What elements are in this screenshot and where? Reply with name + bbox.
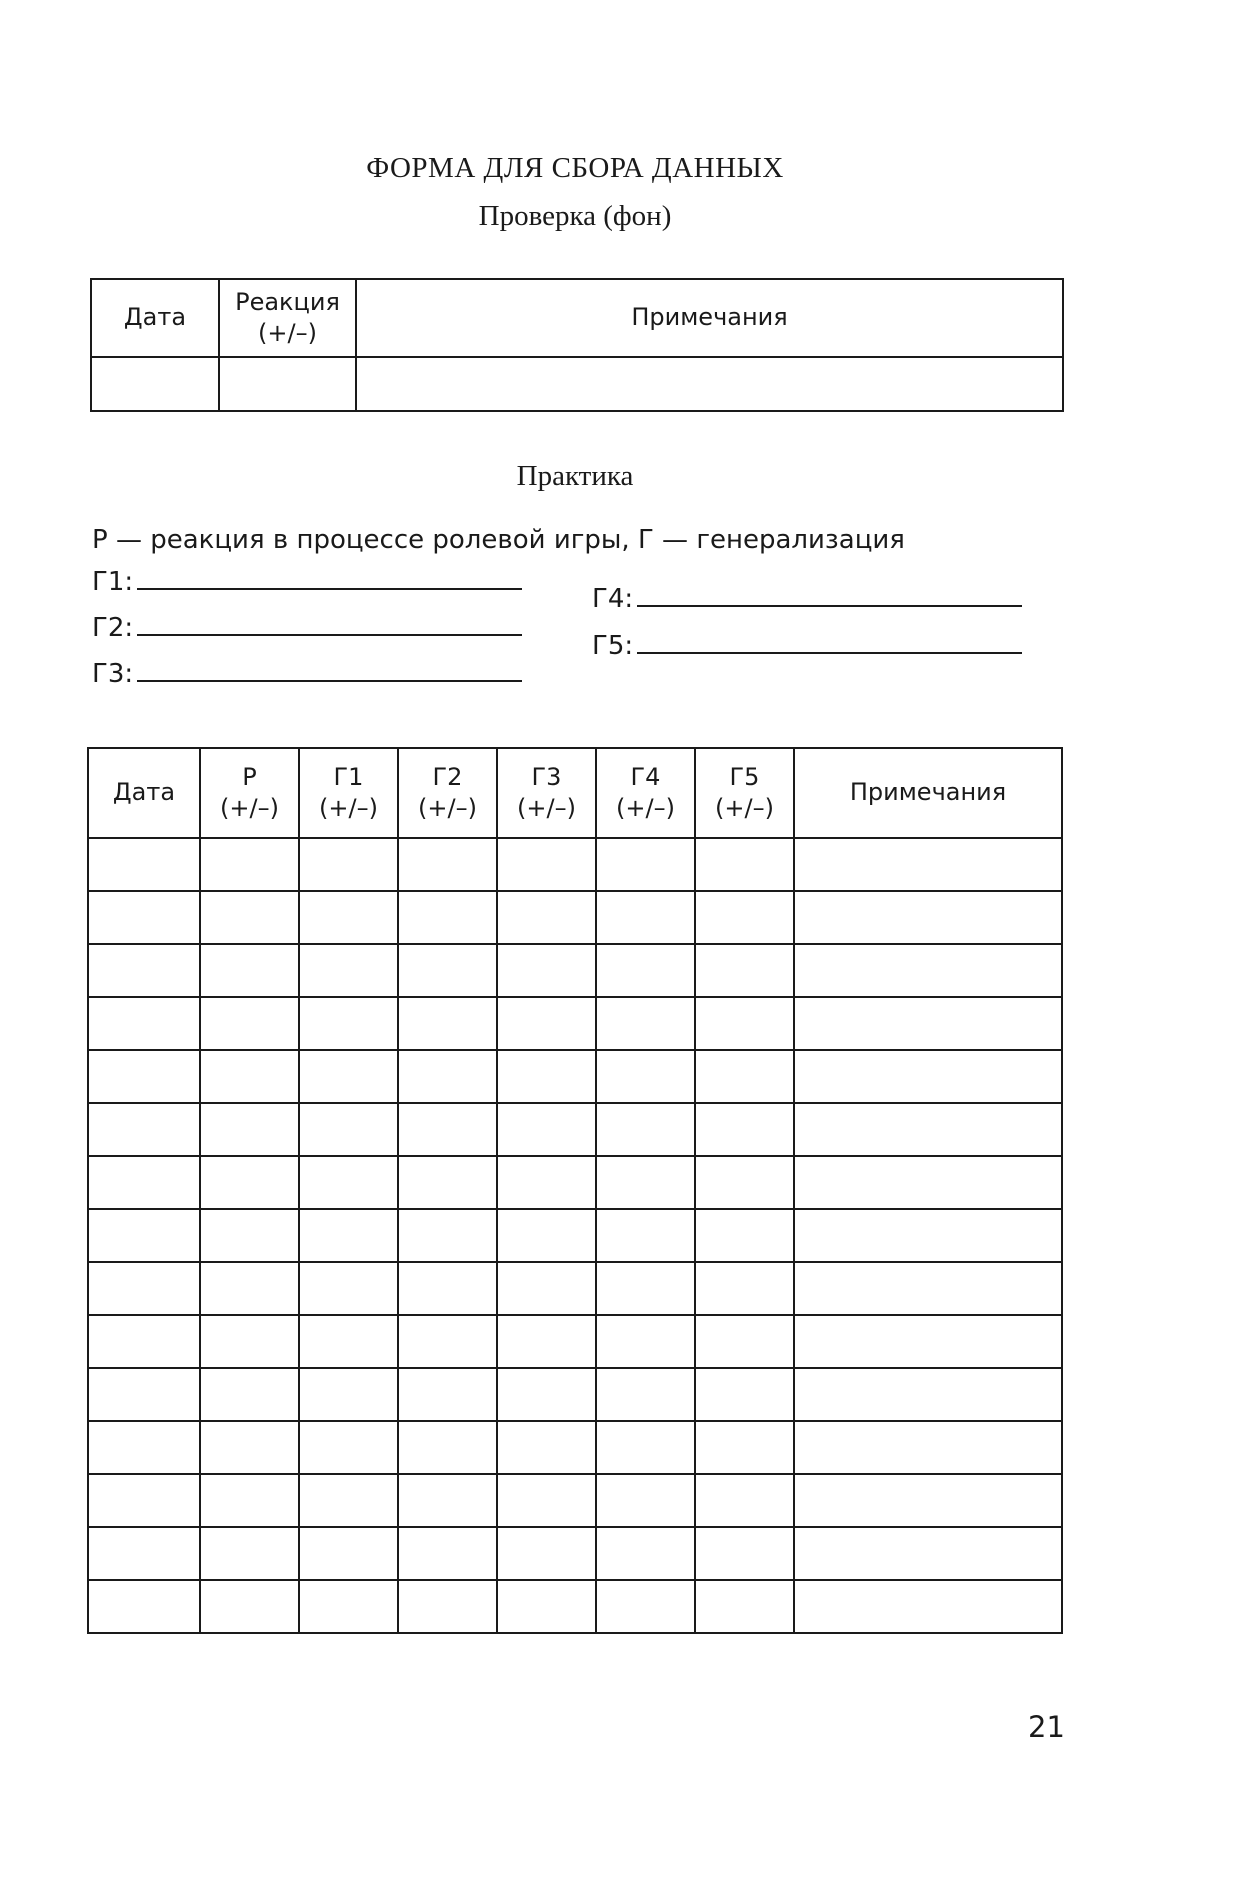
practice-table <box>87 747 1063 1634</box>
table-cell[interactable] <box>299 997 398 1050</box>
table-cell[interactable] <box>695 1527 794 1580</box>
practice-col-g3: Г3 (+/–) <box>497 748 596 838</box>
table-cell[interactable] <box>596 1474 695 1527</box>
table-cell[interactable] <box>497 944 596 997</box>
table-cell[interactable] <box>299 1527 398 1580</box>
table-cell[interactable] <box>794 1580 1062 1633</box>
legend-g-text: — генерализация <box>653 525 905 555</box>
table-cell[interactable] <box>596 1103 695 1156</box>
table-cell[interactable] <box>596 1421 695 1474</box>
table-cell[interactable] <box>497 1527 596 1580</box>
check-table <box>90 278 1064 412</box>
table-row <box>88 1209 1062 1262</box>
table-row <box>88 1103 1062 1156</box>
legend-p-abbr: Р <box>92 525 108 555</box>
g4-field <box>592 583 1022 614</box>
table-cell[interactable] <box>398 1209 497 1262</box>
table-cell[interactable] <box>794 1156 1062 1209</box>
table-cell[interactable] <box>695 1156 794 1209</box>
table-cell[interactable] <box>596 1580 695 1633</box>
table-cell[interactable] <box>497 1421 596 1474</box>
g1-blank-line[interactable] <box>137 566 522 590</box>
table-row <box>88 1474 1062 1527</box>
table-cell[interactable] <box>299 1474 398 1527</box>
table-cell[interactable] <box>497 1368 596 1421</box>
table-cell[interactable] <box>398 1315 497 1368</box>
g5-blank-line[interactable] <box>637 630 1022 654</box>
table-row <box>88 1050 1062 1103</box>
table-cell[interactable] <box>398 1050 497 1103</box>
table-cell[interactable] <box>200 1368 299 1421</box>
table-cell[interactable] <box>88 1580 200 1633</box>
table-cell[interactable] <box>695 1050 794 1103</box>
table-row <box>88 1315 1062 1368</box>
table-cell[interactable] <box>398 1156 497 1209</box>
table-cell[interactable] <box>88 891 200 944</box>
table-cell[interactable] <box>695 838 794 891</box>
table-cell[interactable] <box>596 891 695 944</box>
table-cell[interactable] <box>695 997 794 1050</box>
practice-table-body <box>88 838 1062 1633</box>
table-cell[interactable] <box>200 1315 299 1368</box>
table-cell[interactable] <box>596 1315 695 1368</box>
section-title-check: Проверка (фон) <box>478 200 672 232</box>
table-cell[interactable] <box>695 1209 794 1262</box>
table-cell[interactable] <box>200 944 299 997</box>
g1-field <box>92 566 522 597</box>
table-cell[interactable] <box>695 1262 794 1315</box>
table-cell[interactable] <box>794 838 1062 891</box>
check-cell-date[interactable] <box>91 357 219 411</box>
table-cell[interactable] <box>200 1209 299 1262</box>
table-cell[interactable] <box>398 997 497 1050</box>
table-row <box>88 1368 1062 1421</box>
table-cell[interactable] <box>596 1368 695 1421</box>
table-cell[interactable] <box>200 1421 299 1474</box>
table-row <box>88 1421 1062 1474</box>
g4-label: Г4: <box>592 584 634 614</box>
practice-col-g2: Г2 (+/–) <box>398 748 497 838</box>
section-title-practice: Практика <box>516 460 634 492</box>
page-number: 21 <box>1028 1710 1065 1744</box>
legend-g-abbr: Г <box>637 525 654 555</box>
table-cell[interactable] <box>497 997 596 1050</box>
table-cell[interactable] <box>596 838 695 891</box>
table-cell[interactable] <box>398 1474 497 1527</box>
table-cell[interactable] <box>200 891 299 944</box>
practice-table-header-row <box>88 748 1062 838</box>
table-cell[interactable] <box>497 891 596 944</box>
practice-col-notes: Примечания <box>794 748 1062 838</box>
table-cell[interactable] <box>398 1421 497 1474</box>
table-cell[interactable] <box>299 1580 398 1633</box>
table-cell[interactable] <box>398 1368 497 1421</box>
g5-field <box>592 630 1022 661</box>
table-cell[interactable] <box>299 1368 398 1421</box>
table-row <box>88 1262 1062 1315</box>
table-cell[interactable] <box>497 1315 596 1368</box>
table-cell[interactable] <box>794 1050 1062 1103</box>
check-table-header-row <box>91 279 1063 357</box>
check-cell-reaction[interactable] <box>219 357 356 411</box>
table-row <box>88 997 1062 1050</box>
table-cell[interactable] <box>299 1262 398 1315</box>
g2-blank-line[interactable] <box>137 612 522 636</box>
table-cell[interactable] <box>200 1527 299 1580</box>
table-cell[interactable] <box>695 1580 794 1633</box>
g3-blank-line[interactable] <box>137 658 522 682</box>
table-cell[interactable] <box>299 1421 398 1474</box>
table-cell[interactable] <box>497 1103 596 1156</box>
table-cell[interactable] <box>88 1421 200 1474</box>
table-cell[interactable] <box>497 1209 596 1262</box>
table-cell[interactable] <box>794 944 1062 997</box>
table-cell[interactable] <box>88 1368 200 1421</box>
table-cell[interactable] <box>299 1209 398 1262</box>
table-cell[interactable] <box>497 1262 596 1315</box>
table-cell[interactable] <box>596 1209 695 1262</box>
table-cell[interactable] <box>497 1156 596 1209</box>
g4-blank-line[interactable] <box>637 583 1022 607</box>
table-cell[interactable] <box>596 1262 695 1315</box>
table-cell[interactable] <box>497 1580 596 1633</box>
table-cell[interactable] <box>794 997 1062 1050</box>
table-cell[interactable] <box>88 838 200 891</box>
table-cell[interactable] <box>200 997 299 1050</box>
table-cell[interactable] <box>695 1421 794 1474</box>
table-cell[interactable] <box>299 838 398 891</box>
practice-col-g1: Г1 (+/–) <box>299 748 398 838</box>
g1-label: Г1: <box>92 567 134 597</box>
table-cell[interactable] <box>88 1474 200 1527</box>
table-cell[interactable] <box>299 1156 398 1209</box>
table-cell[interactable] <box>596 997 695 1050</box>
check-table-row <box>91 357 1063 411</box>
table-cell[interactable] <box>88 1156 200 1209</box>
check-col-reaction: Реакция (+/–) <box>219 279 356 357</box>
table-cell[interactable] <box>200 1050 299 1103</box>
table-cell[interactable] <box>200 1103 299 1156</box>
form-title: ФОРМА ДЛЯ СБОРА ДАННЫХ <box>366 152 784 184</box>
table-cell[interactable] <box>88 1315 200 1368</box>
table-cell[interactable] <box>794 1262 1062 1315</box>
table-cell[interactable] <box>695 1103 794 1156</box>
g2-field <box>92 612 522 643</box>
check-col-date: Дата <box>91 279 219 357</box>
table-cell[interactable] <box>88 1262 200 1315</box>
practice-col-g5: Г5 (+/–) <box>695 748 794 838</box>
table-cell[interactable] <box>299 1103 398 1156</box>
table-cell[interactable] <box>695 1474 794 1527</box>
table-cell[interactable] <box>200 1262 299 1315</box>
table-cell[interactable] <box>88 1050 200 1103</box>
table-cell[interactable] <box>695 891 794 944</box>
g3-field <box>92 658 522 689</box>
table-row <box>88 1527 1062 1580</box>
legend <box>92 525 905 555</box>
table-cell[interactable] <box>299 1315 398 1368</box>
table-cell[interactable] <box>794 1209 1062 1262</box>
table-row <box>88 891 1062 944</box>
table-cell[interactable] <box>88 1103 200 1156</box>
table-cell[interactable] <box>794 1368 1062 1421</box>
table-cell[interactable] <box>794 1315 1062 1368</box>
g3-label: Г3: <box>92 659 134 689</box>
table-cell[interactable] <box>398 838 497 891</box>
table-cell[interactable] <box>398 1527 497 1580</box>
table-cell[interactable] <box>200 1474 299 1527</box>
table-cell[interactable] <box>200 1156 299 1209</box>
table-cell[interactable] <box>299 1050 398 1103</box>
practice-col-date: Дата <box>88 748 200 838</box>
table-cell[interactable] <box>88 997 200 1050</box>
g2-label: Г2: <box>92 613 134 643</box>
table-cell[interactable] <box>398 944 497 997</box>
table-cell[interactable] <box>596 1527 695 1580</box>
table-cell[interactable] <box>299 891 398 944</box>
check-col-notes: Примечания <box>356 279 1063 357</box>
check-cell-notes[interactable] <box>356 357 1063 411</box>
table-row <box>88 944 1062 997</box>
table-cell[interactable] <box>299 944 398 997</box>
table-cell[interactable] <box>398 891 497 944</box>
table-cell[interactable] <box>695 944 794 997</box>
table-cell[interactable] <box>596 1050 695 1103</box>
table-cell[interactable] <box>88 944 200 997</box>
table-cell[interactable] <box>88 1527 200 1580</box>
table-cell[interactable] <box>695 1315 794 1368</box>
table-cell[interactable] <box>200 838 299 891</box>
table-cell[interactable] <box>794 891 1062 944</box>
table-row <box>88 1156 1062 1209</box>
table-cell[interactable] <box>88 1209 200 1262</box>
table-cell[interactable] <box>695 1368 794 1421</box>
table-cell[interactable] <box>794 1527 1062 1580</box>
table-cell[interactable] <box>200 1580 299 1633</box>
table-cell[interactable] <box>398 1580 497 1633</box>
table-cell[interactable] <box>794 1103 1062 1156</box>
g5-label: Г5: <box>592 631 634 661</box>
table-cell[interactable] <box>596 944 695 997</box>
table-cell[interactable] <box>794 1421 1062 1474</box>
practice-col-g4: Г4 (+/–) <box>596 748 695 838</box>
table-cell[interactable] <box>497 1050 596 1103</box>
table-row <box>88 1580 1062 1633</box>
table-cell[interactable] <box>596 1156 695 1209</box>
table-cell[interactable] <box>398 1103 497 1156</box>
practice-col-p: Р (+/–) <box>200 748 299 838</box>
table-cell[interactable] <box>794 1474 1062 1527</box>
table-row <box>88 838 1062 891</box>
table-cell[interactable] <box>497 1474 596 1527</box>
legend-p-text: — реакция в процессе ролевой игры, <box>107 525 638 555</box>
table-cell[interactable] <box>497 838 596 891</box>
table-cell[interactable] <box>398 1262 497 1315</box>
